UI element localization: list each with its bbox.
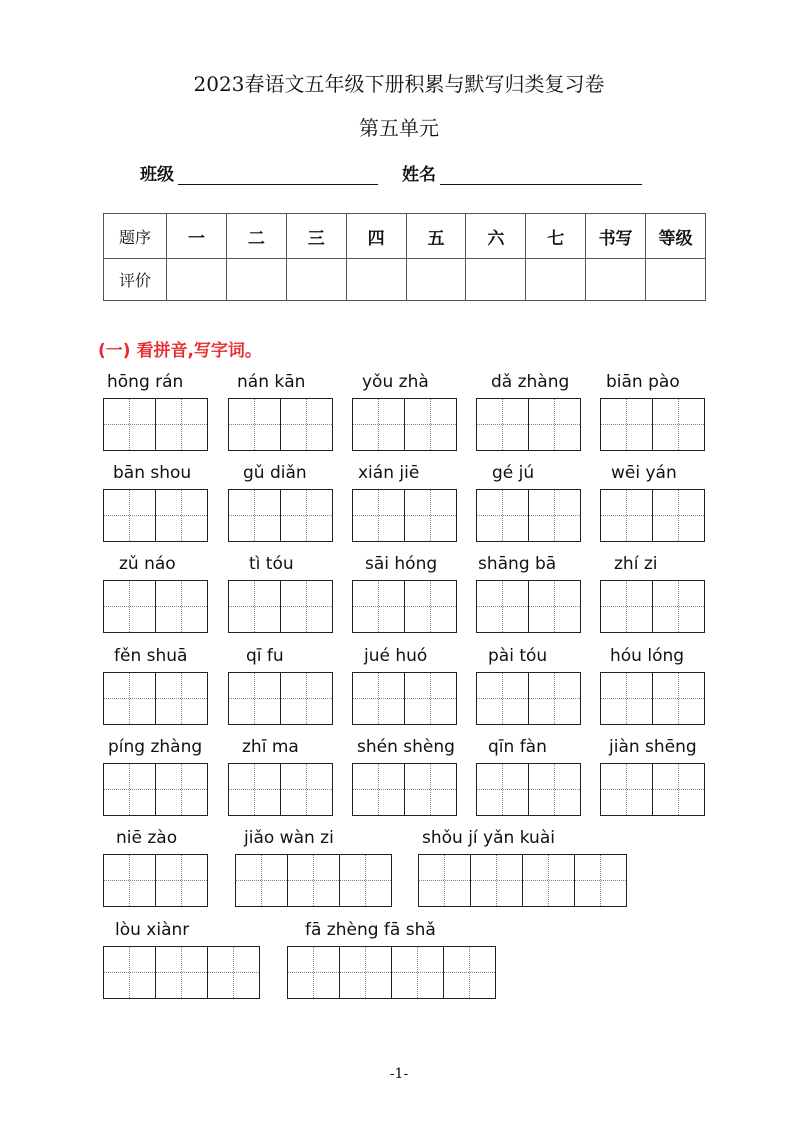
pinyin-text: shāng bā xyxy=(478,554,557,574)
tianzige-cell[interactable] xyxy=(281,399,332,450)
tianzige-cell[interactable] xyxy=(477,399,529,450)
pinyin-text: hóu lóng xyxy=(610,646,685,666)
tianzige-cell[interactable] xyxy=(601,490,653,541)
tianzige-cell[interactable] xyxy=(281,673,332,724)
page-title: 2023春语文五年级下册积累与默写归类复习卷 xyxy=(193,72,605,96)
tianzige-cell[interactable] xyxy=(653,764,704,815)
tianzige-cell[interactable] xyxy=(156,399,207,450)
pinyin-text: dǎ zhàng xyxy=(491,372,570,392)
writing-grid xyxy=(287,946,496,999)
pinyin-text: píng zhàng xyxy=(108,737,203,757)
tianzige-cell[interactable] xyxy=(353,581,405,632)
eval-cell[interactable] xyxy=(226,259,286,301)
writing-grid xyxy=(476,672,581,725)
class-label: 班级 xyxy=(140,165,174,185)
tianzige-cell[interactable] xyxy=(444,947,495,998)
writing-grid xyxy=(476,580,581,633)
writing-grid xyxy=(352,672,457,725)
eval-cell[interactable] xyxy=(526,259,586,301)
pinyin-text: fěn shuā xyxy=(114,646,188,666)
writing-grid xyxy=(235,854,392,907)
tianzige-cell[interactable] xyxy=(104,947,156,998)
writing-grid xyxy=(600,489,705,542)
pinyin-text: tì tóu xyxy=(249,554,294,574)
tianzige-cell[interactable] xyxy=(353,673,405,724)
pinyin-text: shǒu jí yǎn kuài xyxy=(422,828,555,848)
unit-subtitle: 第五单元 xyxy=(359,116,439,140)
score-col: 等级 xyxy=(646,214,706,259)
tianzige-cell[interactable] xyxy=(281,764,332,815)
writing-grid xyxy=(103,580,208,633)
tianzige-cell[interactable] xyxy=(229,764,281,815)
tianzige-cell[interactable] xyxy=(529,673,580,724)
name-label: 姓名 xyxy=(402,165,436,185)
writing-grid xyxy=(600,672,705,725)
tianzige-cell[interactable] xyxy=(353,764,405,815)
tianzige-cell[interactable] xyxy=(353,399,405,450)
tianzige-cell[interactable] xyxy=(405,764,456,815)
writing-grid xyxy=(228,398,333,451)
pinyin-text: yǒu zhà xyxy=(362,372,429,392)
eval-cell[interactable] xyxy=(586,259,646,301)
pinyin-text: jué huó xyxy=(364,646,428,666)
score-col: 一 xyxy=(167,214,227,259)
writing-grid xyxy=(600,763,705,816)
tianzige-cell[interactable] xyxy=(156,490,207,541)
tianzige-cell[interactable] xyxy=(477,490,529,541)
writing-grid xyxy=(418,854,627,907)
writing-grid xyxy=(228,672,333,725)
tianzige-cell[interactable] xyxy=(236,855,288,906)
tianzige-cell[interactable] xyxy=(529,399,580,450)
section-heading: (一) 看拼音,写字词。 xyxy=(98,341,262,361)
tianzige-cell[interactable] xyxy=(601,764,653,815)
page-number: -1- xyxy=(389,1066,409,1082)
tianzige-cell[interactable] xyxy=(405,581,456,632)
tianzige-cell[interactable] xyxy=(392,947,444,998)
pinyin-text: qī fu xyxy=(246,646,284,666)
pinyin-text: shén shèng xyxy=(357,737,455,757)
tianzige-cell[interactable] xyxy=(156,855,207,906)
pinyin-text: zǔ náo xyxy=(119,554,176,574)
score-col: 六 xyxy=(466,214,526,259)
tianzige-cell[interactable] xyxy=(529,581,580,632)
tianzige-cell[interactable] xyxy=(229,490,281,541)
pinyin-text: bān shou xyxy=(113,463,192,483)
writing-grid xyxy=(228,580,333,633)
eval-cell[interactable] xyxy=(167,259,227,301)
score-row-label: 题序 xyxy=(104,214,167,259)
tianzige-cell[interactable] xyxy=(281,581,332,632)
tianzige-cell[interactable] xyxy=(104,764,156,815)
writing-grid xyxy=(228,763,333,816)
tianzige-cell[interactable] xyxy=(288,947,340,998)
tianzige-cell[interactable] xyxy=(477,764,529,815)
tianzige-cell[interactable] xyxy=(156,764,207,815)
score-col: 四 xyxy=(346,214,406,259)
class-field xyxy=(140,160,378,185)
name-blank[interactable] xyxy=(440,166,642,185)
writing-grid xyxy=(228,489,333,542)
eval-cell[interactable] xyxy=(406,259,466,301)
pinyin-text: jiǎo wàn zi xyxy=(244,828,334,848)
tianzige-cell[interactable] xyxy=(405,673,456,724)
tianzige-cell[interactable] xyxy=(405,399,456,450)
tianzige-cell[interactable] xyxy=(529,764,580,815)
pinyin-text: sāi hóng xyxy=(365,554,438,574)
pinyin-text: qīn fàn xyxy=(488,737,547,757)
tianzige-cell[interactable] xyxy=(340,855,391,906)
score-table xyxy=(103,213,706,301)
tianzige-cell[interactable] xyxy=(104,673,156,724)
writing-grid xyxy=(103,672,208,725)
tianzige-cell[interactable] xyxy=(405,490,456,541)
class-blank[interactable] xyxy=(178,166,378,185)
tianzige-cell[interactable] xyxy=(281,490,332,541)
tianzige-cell[interactable] xyxy=(104,855,156,906)
writing-grid xyxy=(352,763,457,816)
writing-grid xyxy=(352,398,457,451)
tianzige-cell[interactable] xyxy=(419,855,471,906)
eval-row-label: 评价 xyxy=(104,259,167,301)
writing-grid xyxy=(476,398,581,451)
pinyin-text: gǔ diǎn xyxy=(243,463,307,483)
tianzige-cell[interactable] xyxy=(208,947,259,998)
tianzige-cell[interactable] xyxy=(229,673,281,724)
writing-grid xyxy=(103,398,208,451)
tianzige-cell[interactable] xyxy=(653,490,704,541)
tianzige-cell[interactable] xyxy=(477,581,529,632)
tianzige-cell[interactable] xyxy=(340,947,392,998)
tianzige-cell[interactable] xyxy=(653,581,704,632)
writing-grid xyxy=(103,763,208,816)
pinyin-text: zhí zi xyxy=(614,554,658,574)
tianzige-cell[interactable] xyxy=(529,490,580,541)
pinyin-text: niē zào xyxy=(116,828,178,848)
tianzige-cell[interactable] xyxy=(353,490,405,541)
tianzige-cell[interactable] xyxy=(477,673,529,724)
score-col: 二 xyxy=(226,214,286,259)
tianzige-cell[interactable] xyxy=(601,399,653,450)
score-col: 五 xyxy=(406,214,466,259)
tianzige-cell[interactable] xyxy=(156,581,207,632)
eval-cell[interactable] xyxy=(346,259,406,301)
writing-grid xyxy=(476,489,581,542)
tianzige-cell[interactable] xyxy=(523,855,575,906)
pinyin-text: zhī ma xyxy=(242,737,299,757)
pinyin-text: gé jú xyxy=(492,463,535,483)
tianzige-cell[interactable] xyxy=(104,581,156,632)
writing-grid xyxy=(103,946,260,999)
score-col: 书写 xyxy=(586,214,646,259)
pinyin-text: xián jiē xyxy=(358,463,420,483)
tianzige-cell[interactable] xyxy=(156,947,208,998)
tianzige-cell[interactable] xyxy=(471,855,523,906)
tianzige-cell[interactable] xyxy=(601,581,653,632)
eval-cell[interactable] xyxy=(286,259,346,301)
tianzige-cell[interactable] xyxy=(288,855,340,906)
pinyin-text: pài tóu xyxy=(488,646,548,666)
score-header-row xyxy=(104,214,706,259)
score-col: 三 xyxy=(286,214,346,259)
tianzige-cell[interactable] xyxy=(229,581,281,632)
tianzige-cell[interactable] xyxy=(575,855,626,906)
tianzige-cell[interactable] xyxy=(601,673,653,724)
score-col: 七 xyxy=(526,214,586,259)
tianzige-cell[interactable] xyxy=(653,673,704,724)
tianzige-cell[interactable] xyxy=(229,399,281,450)
writing-grid xyxy=(352,489,457,542)
tianzige-cell[interactable] xyxy=(104,399,156,450)
writing-grid xyxy=(476,763,581,816)
pinyin-text: hōng rán xyxy=(107,372,184,392)
eval-cell[interactable] xyxy=(466,259,526,301)
pinyin-text: biān pào xyxy=(606,372,680,392)
pinyin-text: nán kān xyxy=(237,372,306,392)
writing-grid xyxy=(352,580,457,633)
tianzige-cell[interactable] xyxy=(156,673,207,724)
writing-grid xyxy=(600,580,705,633)
name-field xyxy=(402,160,642,185)
writing-grid xyxy=(103,489,208,542)
pinyin-text: lòu xiànr xyxy=(115,920,190,940)
tianzige-cell[interactable] xyxy=(653,399,704,450)
writing-grid xyxy=(600,398,705,451)
writing-grid xyxy=(103,854,208,907)
eval-cell[interactable] xyxy=(646,259,706,301)
tianzige-cell[interactable] xyxy=(104,490,156,541)
pinyin-text: wēi yán xyxy=(611,463,677,483)
pinyin-text: jiàn shēng xyxy=(609,737,697,757)
pinyin-text: fā zhèng fā shǎ xyxy=(305,920,436,940)
score-eval-row xyxy=(104,259,706,301)
